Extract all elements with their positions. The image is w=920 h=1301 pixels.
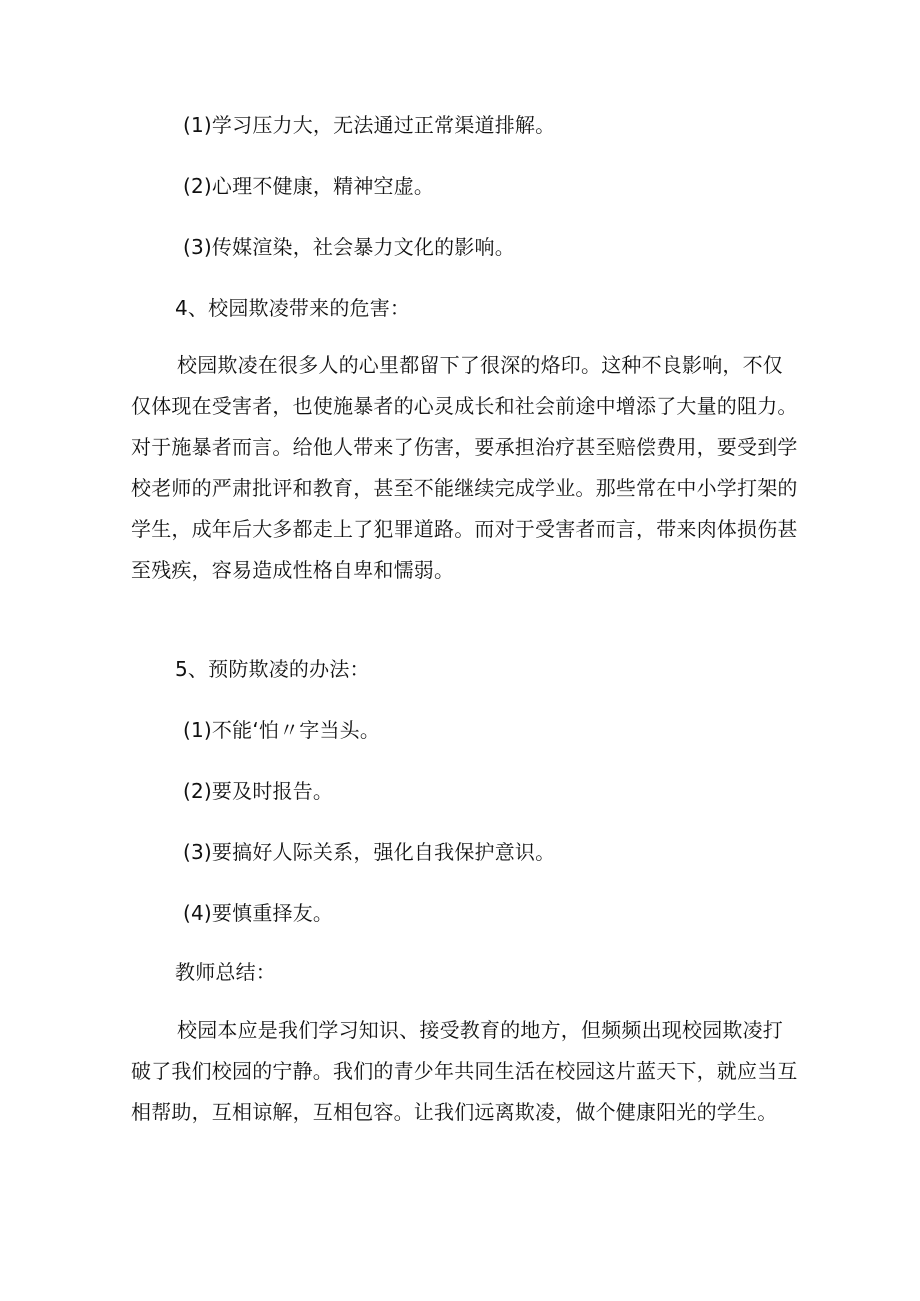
summary-paragraph	[131, 1010, 798, 1133]
paragraph-line: 校园欺凌在很多人的心里都留下了很深的烙印。这种不良影响，不仅	[177, 353, 783, 377]
prevention-item-1: (1)不能‘怕〃字当头。	[183, 718, 381, 742]
section-4-paragraph	[131, 345, 798, 591]
paragraph-line: 校老师的严肃批评和教育，甚至不能继续完成学业。那些常在中小学打架的	[131, 476, 798, 500]
paragraph-line: 至残疾，容易造成性格自卑和懦弱。	[131, 558, 455, 582]
paragraph-line: 对于施暴者而言。给他人带来了伤害，要承担治疗甚至赔偿费用，要受到学	[131, 435, 798, 459]
prevention-item-3: (3)要搞好人际关系，强化自我保护意识。	[183, 840, 556, 864]
prevention-item-2: (2)要及时报告。	[183, 779, 334, 803]
cause-item-1: (1)学习压力大，无法通过正常渠道排解。	[183, 113, 556, 137]
paragraph-line: 破了我们校园的宁静。我们的青少年共同生活在校园这片蓝天下，就应当互	[131, 1059, 798, 1083]
prevention-item-4: (4)要慎重择友。	[183, 901, 334, 925]
summary-heading: 教师总结：	[175, 960, 276, 984]
paragraph-line: 学生，成年后大多都走上了犯罪道路。而对于受害者而言，带来肉体损伤甚	[131, 517, 798, 541]
cause-item-2: (2)心理不健康，精神空虚。	[183, 174, 435, 198]
paragraph-line: 相帮助，互相谅解，互相包容。让我们远离欺凌，做个健康阳光的学生。	[131, 1100, 778, 1124]
cause-item-3: (3)传媒渲染，社会暴力文化的影响。	[183, 235, 515, 259]
section-4-heading: 4、校园欺凌带来的危害：	[175, 296, 411, 320]
section-5-heading: 5、预防欺凌的办法：	[175, 657, 370, 681]
paragraph-line: 仅体现在受害者，也使施暴者的心灵成长和社会前途中增添了大量的阻力。	[131, 394, 798, 418]
paragraph-line: 校园本应是我们学习知识、接受教育的地方，但频频出现校园欺凌打	[177, 1018, 783, 1042]
